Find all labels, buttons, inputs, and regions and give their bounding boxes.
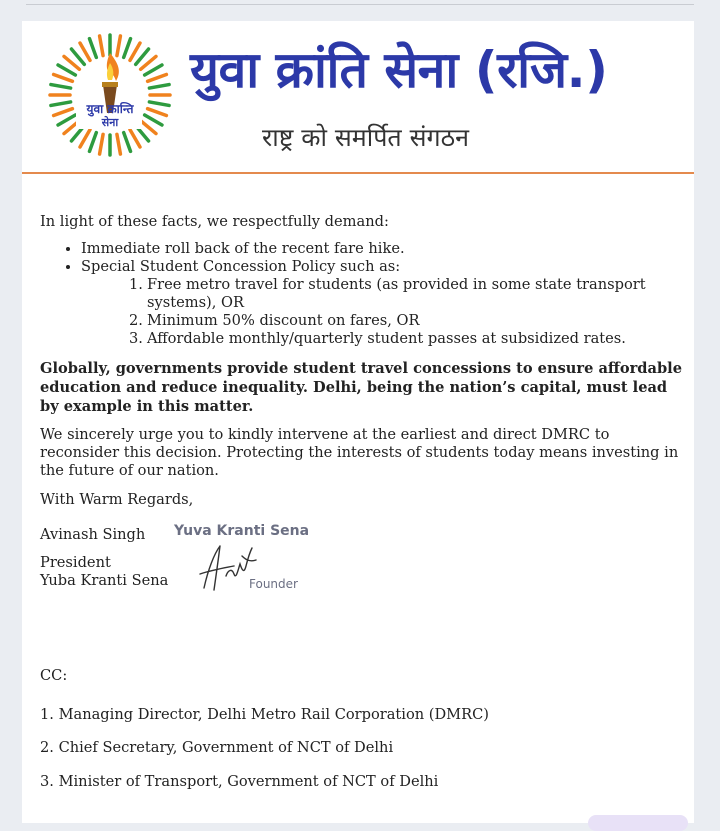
signatory-title: President bbox=[40, 554, 111, 571]
policy-text: Affordable monthly/quarterly student passes at subsidized rates. bbox=[147, 330, 626, 347]
header-divider bbox=[22, 172, 694, 174]
policy-list bbox=[40, 276, 688, 348]
organization-tagline: राष्ट्र को समर्पित संगठन bbox=[262, 123, 469, 152]
organization-name: युवा क्रांति सेना (रजि.) bbox=[190, 41, 608, 99]
signatory-organization: Yuba Kranti Sena bbox=[40, 572, 169, 589]
stamp-role: Founder bbox=[249, 577, 298, 591]
stamp-organization: Yuva Kranti Sena bbox=[174, 523, 310, 539]
signatory-name: Avinash Singh bbox=[40, 526, 146, 543]
demands-list bbox=[40, 240, 688, 276]
signature-block bbox=[40, 518, 688, 591]
policy-number: 3. bbox=[129, 330, 143, 347]
logo-text-line2: सेना bbox=[101, 116, 119, 129]
policy-number: 2. bbox=[129, 312, 143, 329]
letter-body bbox=[40, 213, 688, 591]
policy-item bbox=[129, 276, 688, 312]
cc-item: 3. Minister of Transport, Government of NCT of Delhi bbox=[40, 773, 439, 790]
torch-emblem-icon bbox=[48, 33, 172, 157]
emphasis-paragraph: Globally, governments provide student travel concessions to ensure affordable education and reduce inequality. Delhi, being the nation’s capital, must lead by example in this matter. bbox=[40, 360, 682, 415]
cc-item: 2. Chief Secretary, Government of NCT of Delhi bbox=[40, 739, 394, 756]
policy-text: Minimum 50% discount on fares, OR bbox=[147, 312, 420, 329]
policy-item bbox=[129, 330, 688, 348]
policy-item bbox=[129, 312, 688, 330]
cc-item: 1. Managing Director, Delhi Metro Rail Corporation (DMRC) bbox=[40, 706, 489, 723]
cc-label: CC: bbox=[40, 667, 68, 684]
policy-number: 1. bbox=[129, 276, 143, 293]
scroll-indicator bbox=[588, 815, 688, 831]
intro-paragraph: In light of these facts, we respectfully demand: bbox=[40, 213, 389, 230]
closing-salutation: With Warm Regards, bbox=[40, 491, 194, 508]
top-divider bbox=[26, 4, 694, 5]
urge-paragraph: We sincerely urge you to kindly intervene at the earliest and direct DMRC to reconsider this decision. Protecting the interests of students today means investing in the future of our nation. bbox=[40, 426, 679, 479]
letter-page bbox=[22, 21, 694, 823]
logo-text-line1: युवा क्रान्ति bbox=[86, 102, 134, 116]
demand-item: • Special Student Concession Policy such as: bbox=[81, 258, 688, 276]
policy-text: Free metro travel for students (as provided in some state transport systems), OR bbox=[147, 276, 646, 311]
letterhead bbox=[22, 21, 694, 172]
demand-item: • Immediate roll back of the recent fare hike. bbox=[81, 240, 688, 258]
